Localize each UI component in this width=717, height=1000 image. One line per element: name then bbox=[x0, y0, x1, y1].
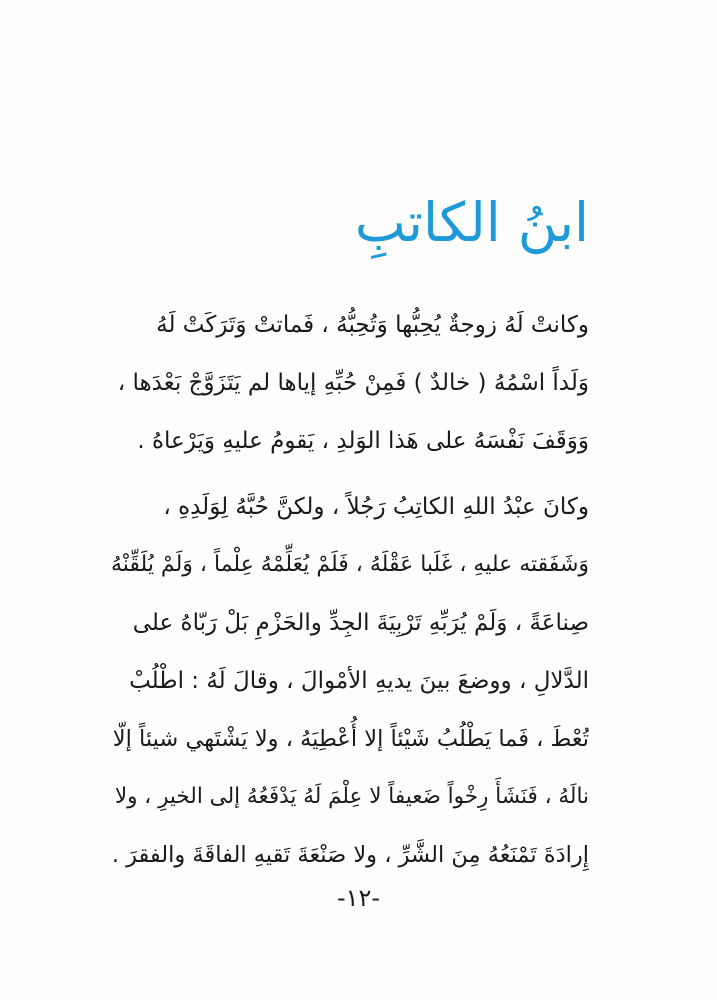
text-line: نالَهُ ، فَنَشَأَ رِخْواً ضَعيفاً لا عِلْمَ لَهُ يَدْفَعُهُ إلى الخيرِ ، ولا bbox=[114, 784, 589, 809]
text-line: إِرادَةَ تَمْنَعُهُ مِنَ الشَّرِّ ، ولا صَنْعَةَ تَقيهِ الفاقَةَ والفقرَ . bbox=[111, 842, 589, 868]
text-line: وكانتْ لَهُ زوجةٌ يُحِبُّها وَتُحِبُّهُ ، فَماتتْ وَتَرَكَتْ لَهُ bbox=[156, 312, 589, 338]
page-number: -١٢- bbox=[336, 884, 381, 912]
text-line: وَلَداً اسْمُهُ ( خالدٌ ) فَمِنْ حُبِّهِ إياها لم يَتَزَوَّجْ بَعْدَها ، bbox=[117, 370, 589, 396]
chapter-title: ابنُ الكاتبِ bbox=[354, 191, 589, 254]
text-line: الدَّلالِ ، ووضعَ بينَ يديهِ الأمْوالَ ، وقالَ لَهُ : اطْلُبْ bbox=[129, 668, 589, 694]
text-line: صِناعَةً ، وَلَمْ يُرَبِّهِ تَرْبِيَةَ الجِدِّ والحَزْمِ بَلْ رَبّاهُ على bbox=[132, 610, 589, 636]
text-line: وَوَقَفَ نَفْسَهُ على هَذا الوَلدِ ، يَقومُ عليهِ وَيَرْعاهُ . bbox=[137, 428, 589, 454]
text-line: وَشَفَقته عليهِ ، غَلَبا عَقْلَهُ ، فَلَمْ يُعَلِّمْهُ عِلْماً ، وَلَمْ يُلَقِّنْهُ bbox=[110, 552, 589, 577]
text-line: تُعْطَ ، فَما يَطْلُبُ شَيْئاً إلا أُعْطِيَهُ ، ولا يَشْتَهي شيئاً إلّا bbox=[112, 726, 589, 752]
paragraph-1 bbox=[109, 296, 589, 470]
text-line: وكانَ عبْدُ اللهِ الكاتِبُ رَجُلاً ، ولكنَّ حُبَّهُ لِوَلَدِهِ ، bbox=[163, 494, 589, 520]
paragraph-2 bbox=[109, 478, 589, 884]
